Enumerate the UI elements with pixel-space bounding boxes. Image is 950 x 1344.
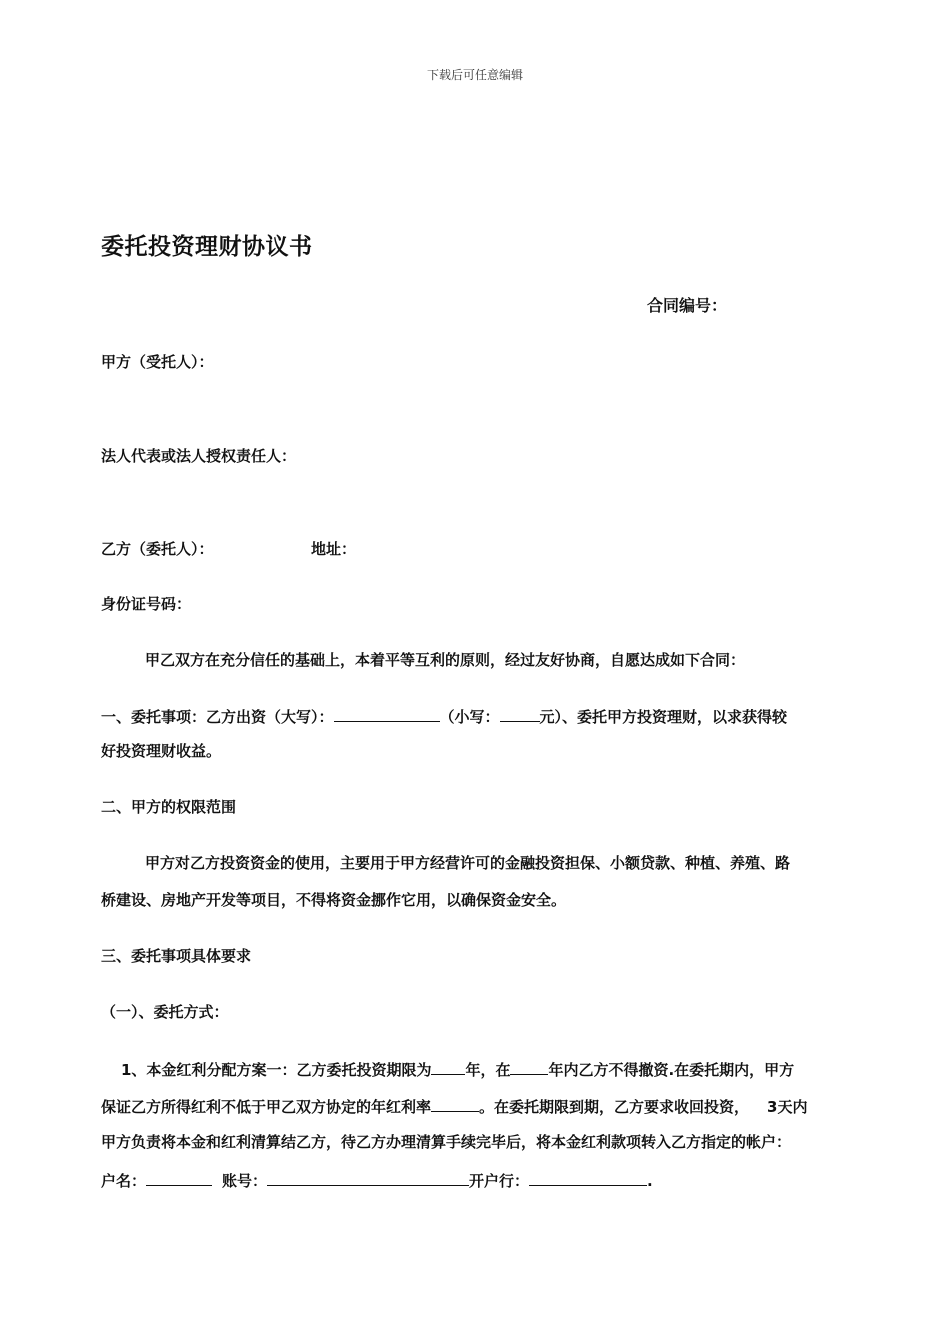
item1-lead: 1、本金红利分配方案一：乙方委托投资期限为	[121, 1061, 432, 1079]
item1-line1	[121, 1057, 794, 1080]
party-a-label: 甲方（受托人）：	[101, 353, 214, 371]
item1-days-text: 3天内	[767, 1098, 808, 1116]
account-name-blank	[146, 1168, 212, 1186]
section1-lead: 一、委托事项：乙方出资（大写）：	[101, 708, 334, 726]
section1-line2: 好投资理财收益。	[101, 742, 222, 760]
item1-line4	[101, 1168, 653, 1191]
item1-line3: 甲方负责将本金和红利清算结乙方，待乙方办理清算手续完毕后，将本金红利款项转入乙方指定的帐户：	[101, 1133, 792, 1151]
header-note: 下载后可任意编辑	[426, 68, 523, 82]
amount-uppercase-blank	[334, 704, 440, 722]
lock-years-blank	[510, 1057, 548, 1075]
section3-heading: 三、委托事项具体要求	[101, 947, 252, 965]
rate-blank	[431, 1094, 479, 1112]
contract-number-label: 合同编号：	[647, 296, 728, 315]
account-number-blank	[267, 1168, 469, 1186]
item1-maturity-text: 。在委托期限到期，乙方要求收回投资，	[479, 1098, 750, 1116]
address-label: 地址：	[311, 540, 357, 558]
legal-representative-label: 法人代表或法人授权责任人：	[101, 447, 297, 465]
term-years-blank	[431, 1057, 465, 1075]
section2-line1: 甲方对乙方投资资金的使用，主要用于甲方经营许可的金融投资担保、小额贷款、种植、养殖、路	[145, 854, 791, 872]
id-number-label: 身份证号码：	[101, 595, 192, 613]
item1-years: 年，在	[465, 1061, 511, 1079]
amount-lowercase-label: （小写：	[439, 708, 500, 726]
bank-label: 开户行：	[469, 1172, 530, 1190]
bank-blank	[529, 1168, 647, 1186]
section2-line2: 桥建设、房地产开发等项目，不得将资金挪作它用，以确保资金安全。	[101, 891, 567, 909]
section1-line1	[101, 704, 787, 727]
document-title: 委托投资理财协议书	[101, 234, 313, 260]
item1-tail: 年内乙方不得撤资.在委托期内，甲方	[548, 1061, 795, 1079]
line-end-period: .	[647, 1172, 653, 1190]
party-b-label: 乙方（委托人）：	[101, 540, 214, 558]
section2-heading: 二、甲方的权限范围	[101, 798, 237, 816]
entrust-method-heading: （一）、委托方式：	[101, 1003, 229, 1021]
account-number-label: 账号：	[222, 1172, 268, 1190]
amount-lowercase-blank	[500, 704, 540, 722]
item1-line2	[101, 1094, 807, 1117]
item1-rate-text: 保证乙方所得红利不低于甲乙双方协定的年红利率	[101, 1098, 432, 1116]
section1-tail: 元）、委托甲方投资理财，以求获得较	[539, 708, 788, 726]
intro-paragraph: 甲乙双方在充分信任的基础上，本着平等互利的原则，经过友好协商，自愿达成如下合同：	[145, 651, 746, 669]
account-name-label: 户名：	[101, 1172, 147, 1190]
